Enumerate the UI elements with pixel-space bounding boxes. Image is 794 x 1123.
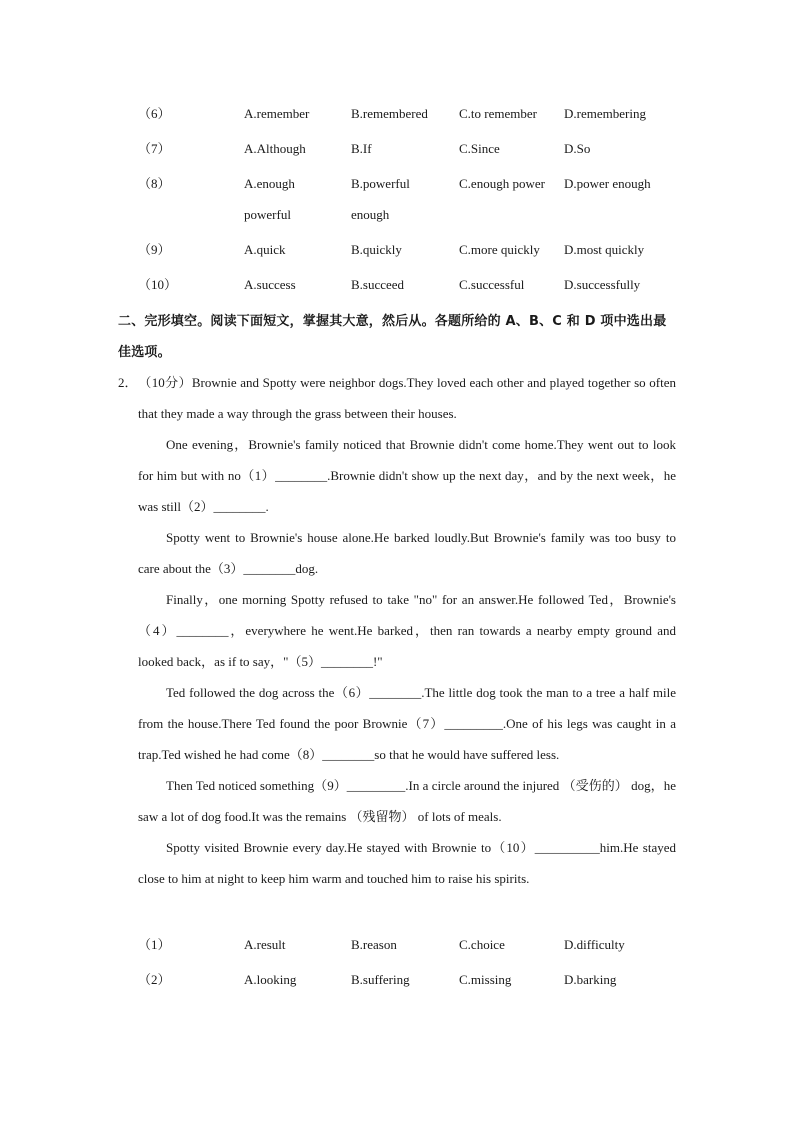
option-b: B.remembered bbox=[351, 106, 428, 121]
paragraph-text: Spotty went to Brownie's house alone.He barked loudly.But Brownie's family was too busy to care about the（3）________dog. bbox=[138, 530, 676, 576]
option-row bbox=[138, 133, 678, 168]
option-a: A.looking bbox=[244, 972, 297, 987]
option-b: B.quickly bbox=[351, 242, 402, 257]
option-c: C.missing bbox=[459, 972, 512, 987]
option-number: （2） bbox=[138, 972, 171, 987]
section-heading: 二、完形填空。阅读下面短文，掌握其大意，然后从。各题所给的 A、B、C 和 D 项中选出最佳选项。 bbox=[118, 314, 667, 360]
option-number: （7） bbox=[138, 141, 171, 156]
options-table-q2 bbox=[138, 929, 678, 999]
paragraph-text: Ted followed the dog across the（6）________.The little dog took the man to a tree a half mile from the house.There Ted found the poor Brownie（7）_________.One of his legs was caught in a trap.Ted wished he had come（8）________so that he would have suffered less. bbox=[138, 685, 676, 762]
options-table-q1 bbox=[138, 98, 678, 304]
option-a: A.quick bbox=[244, 242, 286, 257]
paragraph-text: Then Ted noticed something（9）_________.In a circle around the injured （受伤的） dog，he saw a lot of dog food.It was the remains （残留物） of lots of meals. bbox=[138, 778, 676, 824]
option-c: C.Since bbox=[459, 141, 500, 156]
passage-paragraph bbox=[118, 522, 676, 584]
option-a: A.result bbox=[244, 937, 286, 952]
paragraph-text: Spotty visited Brownie every day.He stayed with Brownie to（10）__________him.He stayed close to him at night to keep him warm and touched him to raise his spirits. bbox=[138, 840, 676, 886]
option-number: （8） bbox=[138, 176, 171, 191]
option-a: A.Although bbox=[244, 141, 306, 156]
passage-paragraph bbox=[118, 832, 676, 894]
option-c: C.more quickly bbox=[459, 242, 540, 257]
passage-paragraph bbox=[118, 677, 676, 770]
passage-paragraph-1: Brownie and Spotty were neighbor dogs.They loved each other and played together so often that they made a way through the grass between their houses. bbox=[138, 375, 676, 421]
option-b: B.suffering bbox=[351, 972, 410, 987]
option-number: （10） bbox=[138, 277, 178, 292]
option-a: A.remember bbox=[244, 106, 310, 121]
paragraph-text: Finally，one morning Spotty refused to take "no" for an answer.He followed Ted，Brownie's（4）________，everywhere he went.He barked，then ran towards a nearby empty ground and looked back，as if to say，"（5）________!" bbox=[138, 592, 676, 669]
option-c: C.enough power bbox=[459, 176, 545, 191]
passage-paragraph bbox=[118, 770, 676, 832]
option-b: B.reason bbox=[351, 937, 397, 952]
option-row bbox=[138, 234, 678, 269]
question-2 bbox=[118, 367, 676, 894]
option-d: D.difficulty bbox=[564, 937, 625, 952]
option-c: C.successful bbox=[459, 277, 525, 292]
option-row bbox=[138, 98, 678, 133]
option-d: D.barking bbox=[564, 972, 617, 987]
passage-paragraph bbox=[118, 429, 676, 522]
option-d: D.power enough bbox=[564, 176, 651, 191]
option-d: D.remembering bbox=[564, 106, 646, 121]
option-a: A.enough powerful bbox=[244, 176, 295, 222]
passage-paragraph bbox=[118, 584, 676, 677]
option-row bbox=[138, 168, 678, 234]
option-c: C.to remember bbox=[459, 106, 537, 121]
option-c: C.choice bbox=[459, 937, 505, 952]
option-d: D.most quickly bbox=[564, 242, 645, 257]
option-number: （9） bbox=[138, 242, 171, 257]
option-number: （1） bbox=[138, 937, 171, 952]
paragraph-text: One evening，Brownie's family noticed that Brownie didn't come home.They went out to look for him but with no（1）________.Brownie didn't show up the next day，and by the next week，he was still（2）________. bbox=[138, 437, 676, 514]
option-d: D.successfully bbox=[564, 277, 641, 292]
option-row bbox=[138, 964, 678, 999]
option-a: A.success bbox=[244, 277, 296, 292]
option-d: D.So bbox=[564, 141, 591, 156]
option-b: B.powerful enough bbox=[351, 176, 410, 222]
option-b: B.succeed bbox=[351, 277, 405, 292]
question-intro bbox=[118, 367, 676, 429]
question-number: 2． bbox=[118, 375, 138, 390]
option-number: （6） bbox=[138, 106, 171, 121]
option-row bbox=[138, 269, 678, 304]
option-row bbox=[138, 929, 678, 964]
question-score: （10分） bbox=[138, 375, 192, 390]
option-b: B.If bbox=[351, 141, 372, 156]
